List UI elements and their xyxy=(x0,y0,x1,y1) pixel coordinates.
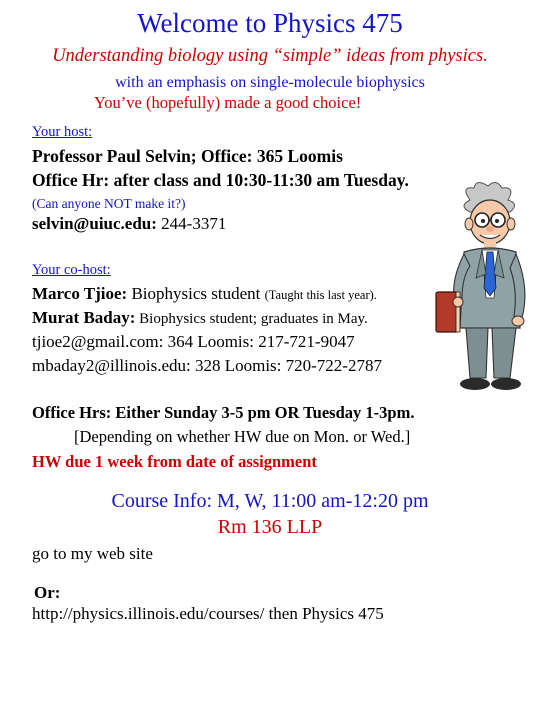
course-room: Rm 136 LLP xyxy=(217,516,323,538)
choice-line: You’ve (hopefully) made a good choice! xyxy=(94,93,362,112)
cartoon-professor-illustration xyxy=(430,178,540,396)
course-info: Course Info: M, W, 11:00 am-12:20 pm xyxy=(111,490,429,512)
host-office-hour: Office Hr: after class and 10:30-11:30 am Tuesday. xyxy=(32,170,409,190)
marco-line xyxy=(32,284,377,304)
host-email: selvin@uiuc.edu: xyxy=(32,214,157,233)
host-phone: 244-3371 xyxy=(156,214,227,233)
or-label: Or: xyxy=(34,583,61,602)
murat-name: Murat Baday: xyxy=(32,308,136,327)
host-label: Your host: xyxy=(32,124,93,140)
web-site-note: go to my web site xyxy=(32,544,153,563)
cohost-label: Your co-host: xyxy=(32,262,111,278)
marco-note: (Taught this last year). xyxy=(264,288,377,302)
hw-due-line: HW due 1 week from date of assignment xyxy=(32,452,317,471)
murat-line xyxy=(32,308,368,328)
host-name: Professor Paul Selvin; Office: 365 Loomis xyxy=(32,146,343,166)
page-title: Welcome to Physics 475 xyxy=(137,8,403,38)
murat-role: Biophysics student; graduates in May. xyxy=(135,311,368,327)
host-note: (Can anyone NOT make it?) xyxy=(32,196,186,211)
office-hours-line: Office Hrs: Either Sunday 3-5 pm OR Tuesday 1-3pm. xyxy=(32,403,415,422)
subtitle: Understanding biology using “simple” ideas from physics. xyxy=(52,46,488,66)
office-hours-note: [Depending on whether HW due on Mon. or Wed.] xyxy=(74,427,411,446)
host-contact xyxy=(32,214,226,234)
marco-role: Biophysics student xyxy=(127,284,265,303)
emphasis-line: with an emphasis on single-molecule biophysics xyxy=(115,74,425,91)
murat-contact: mbaday2@illinois.edu: 328 Loomis: 720-722-2787 xyxy=(32,356,382,375)
course-url[interactable]: http://physics.illinois.edu/courses/ then Physics 475 xyxy=(32,604,384,623)
marco-name: Marco Tjioe: xyxy=(32,284,128,303)
marco-contact: tjioe2@gmail.com: 364 Loomis: 217-721-9047 xyxy=(32,332,355,351)
